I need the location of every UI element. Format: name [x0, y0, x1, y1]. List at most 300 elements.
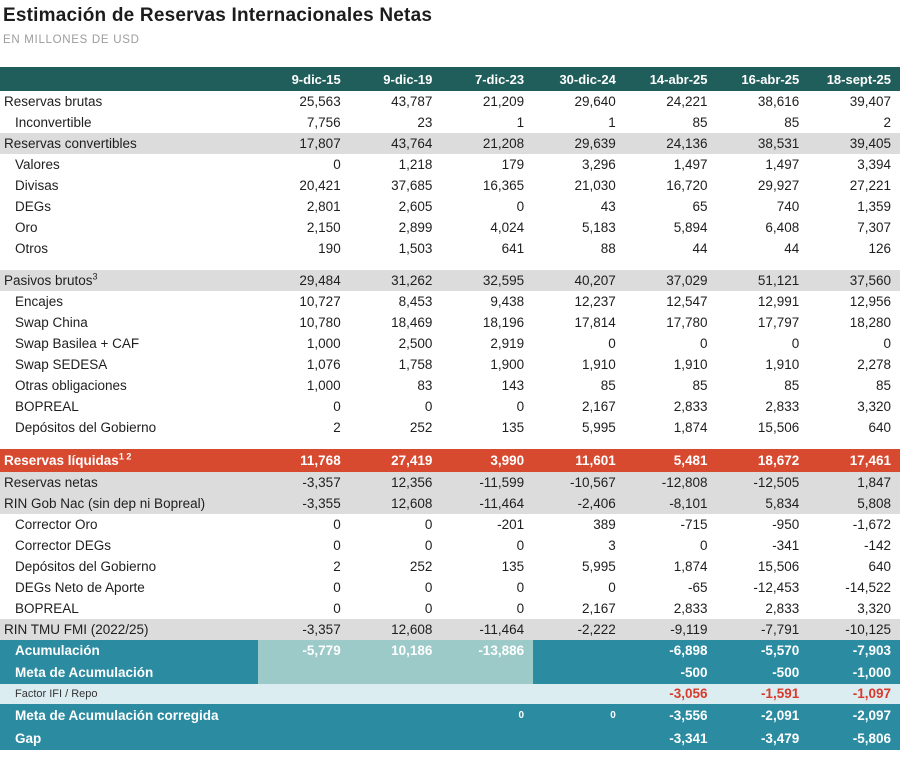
cell-value: 12,991 [757, 294, 800, 309]
cell-value [441, 728, 533, 750]
cell-value: 43,764 [350, 133, 442, 154]
table-row [0, 312, 900, 333]
cell-value: 0 [424, 517, 433, 532]
cell-value: 1,497 [673, 157, 708, 172]
column-header-date: 9-dic-19 [350, 67, 442, 91]
cell-value [350, 704, 442, 728]
cell-value: 25,563 [299, 94, 341, 109]
cell-value: 0 [516, 601, 525, 616]
cell-value: 0 [441, 704, 533, 728]
cell-value: -950 [772, 517, 800, 532]
cell-value: -1,000 [808, 662, 900, 684]
cell-value: 27,221 [849, 178, 891, 193]
reserves-table [0, 67, 900, 750]
row-label-text: BOPREAL [15, 601, 79, 616]
row-label [0, 91, 258, 112]
cell-value [350, 662, 442, 684]
cell-value: -5,779 [258, 640, 350, 662]
cell-value: 0 [516, 399, 525, 414]
cell-value: 37,560 [808, 270, 900, 291]
cell-value: 2,500 [398, 336, 433, 351]
table-row [0, 354, 900, 375]
cell-value: 0 [424, 601, 433, 616]
cell-value: 7,307 [857, 220, 891, 235]
column-header-date: 9-dic-15 [258, 67, 350, 91]
cell-value: 85 [875, 378, 891, 393]
cell-value: 11,768 [258, 449, 350, 472]
cell-value: 83 [417, 378, 433, 393]
cell-value: 740 [776, 199, 800, 214]
cell-value: -5,570 [717, 640, 809, 662]
table-row [0, 91, 900, 112]
cell-value: 24,136 [625, 133, 717, 154]
cell-value: 16,365 [482, 178, 525, 193]
cell-value: 2,605 [398, 199, 433, 214]
row-label-text: Swap China [15, 315, 88, 330]
cell-value: 2,899 [398, 220, 433, 235]
cell-value: -3,357 [258, 472, 350, 493]
cell-value: 389 [593, 517, 616, 532]
cell-value: -7,791 [717, 619, 809, 640]
row-label [0, 493, 258, 514]
row-label [0, 577, 258, 598]
cell-value: 0 [700, 336, 708, 351]
row-label [0, 375, 258, 396]
cell-value: 0 [533, 704, 625, 728]
cell-value: 0 [424, 580, 433, 595]
cell-value: 0 [424, 399, 433, 414]
row-label [0, 175, 258, 196]
cell-value: 15,506 [757, 420, 800, 435]
table-row [0, 684, 900, 704]
table-row [0, 472, 900, 493]
table-row [0, 154, 900, 175]
cell-value: 21,208 [441, 133, 533, 154]
row-label [0, 133, 258, 154]
cell-value: 2,278 [857, 357, 891, 372]
cell-value: 0 [608, 336, 616, 351]
cell-value: 29,640 [574, 94, 616, 109]
cell-value: -10,125 [808, 619, 900, 640]
cell-value [350, 684, 442, 704]
column-header-date: 18-sept-25 [808, 67, 900, 91]
row-label-text: BOPREAL [15, 399, 79, 414]
cell-value: 10,727 [299, 294, 341, 309]
cell-value: -6,898 [625, 640, 717, 662]
cell-value [533, 662, 625, 684]
cell-value [350, 728, 442, 750]
cell-value: 85 [692, 115, 708, 130]
row-label [0, 535, 258, 556]
row-label-superscript: 3 [92, 271, 98, 282]
cell-value: 29,484 [258, 270, 350, 291]
table-row [0, 449, 900, 472]
cell-value: 15,506 [757, 559, 800, 574]
cell-value: 29,927 [757, 178, 800, 193]
cell-value: -3,355 [258, 493, 350, 514]
cell-value: 1 [608, 115, 616, 130]
cell-value: 179 [501, 157, 525, 172]
cell-value: -11,464 [441, 493, 533, 514]
cell-value [258, 728, 350, 750]
page-subtitle: EN MILLONES DE USD [3, 34, 140, 46]
cell-value: 1,910 [765, 357, 800, 372]
cell-value: -3,357 [258, 619, 350, 640]
row-label [0, 728, 258, 750]
cell-value: 0 [700, 538, 708, 553]
cell-value: 0 [424, 538, 433, 553]
cell-value: -12,505 [717, 472, 809, 493]
row-label [0, 154, 258, 175]
cell-value [441, 662, 533, 684]
cell-value: 12,237 [574, 294, 616, 309]
cell-value: -3,341 [625, 728, 717, 750]
row-label [0, 291, 258, 312]
cell-value: 16,720 [666, 178, 708, 193]
row-label [0, 449, 258, 472]
table-row [0, 514, 900, 535]
table-row [0, 175, 900, 196]
cell-value: 17,780 [666, 315, 708, 330]
cell-value: -1,591 [717, 684, 809, 704]
cell-value: 3,990 [441, 449, 533, 472]
cell-value: 0 [333, 399, 341, 414]
cell-value [258, 662, 350, 684]
cell-value: 2,833 [673, 601, 708, 616]
cell-value: 0 [516, 580, 525, 595]
cell-value: 65 [692, 199, 708, 214]
table-row [0, 577, 900, 598]
row-label [0, 514, 258, 535]
cell-value: 18,196 [482, 315, 525, 330]
table-row [0, 333, 900, 354]
table-row [0, 662, 900, 684]
cell-value: 8,453 [398, 294, 433, 309]
row-label [0, 417, 258, 438]
cell-value: 21,030 [574, 178, 616, 193]
cell-value: 3,296 [582, 157, 616, 172]
cell-value: 2,833 [673, 399, 708, 414]
cell-value: 18,469 [391, 315, 433, 330]
cell-value: -2,097 [808, 704, 900, 728]
cell-value: 2,150 [306, 220, 341, 235]
cell-value: 43 [600, 199, 616, 214]
cell-value: 252 [409, 420, 433, 435]
cell-value: -201 [497, 517, 525, 532]
cell-value: 252 [409, 559, 433, 574]
row-label [0, 619, 258, 640]
row-label [0, 112, 258, 133]
cell-value: -11,464 [441, 619, 533, 640]
table-row [0, 238, 900, 259]
table-body [0, 91, 900, 750]
row-label-text: Meta de Acumulación corregida [15, 708, 219, 723]
cell-value: 1,076 [306, 357, 341, 372]
row-label-text: Encajes [15, 294, 64, 309]
cell-value: -715 [680, 517, 708, 532]
cell-value: 12,956 [849, 294, 891, 309]
cell-value: -7,903 [808, 640, 900, 662]
row-label-text: Factor IFI / Repo [15, 688, 98, 700]
cell-value: -11,599 [441, 472, 533, 493]
row-label-text: Reservas brutas [4, 94, 103, 109]
row-label-text: Gap [15, 731, 42, 746]
cell-value: -14,522 [845, 580, 891, 595]
cell-value: 85 [692, 378, 708, 393]
row-label [0, 238, 258, 259]
cell-value: 1,497 [765, 157, 800, 172]
row-label-text: RIN Gob Nac (sin dep ni Bopreal) [4, 496, 206, 511]
cell-value [441, 684, 533, 704]
column-header-empty [0, 67, 258, 91]
row-label-superscript: 1 2 [118, 451, 132, 462]
section-spacer [0, 259, 900, 270]
cell-value: 0 [333, 157, 341, 172]
table-row [0, 270, 900, 291]
row-label-text: Pasivos brutos [4, 273, 93, 288]
cell-value [533, 728, 625, 750]
cell-value: 24,221 [666, 94, 708, 109]
cell-value: 0 [333, 601, 341, 616]
table-row [0, 417, 900, 438]
cell-value: 32,595 [441, 270, 533, 291]
cell-value: 39,405 [808, 133, 900, 154]
cell-value: 126 [868, 241, 891, 256]
column-header-date: 30-dic-24 [533, 67, 625, 91]
cell-value: 10,780 [299, 315, 341, 330]
cell-value: -341 [772, 538, 800, 553]
cell-value: 23 [417, 115, 433, 130]
cell-value: 4,024 [490, 220, 525, 235]
cell-value: 17,814 [574, 315, 616, 330]
row-label-text: Reservas netas [4, 475, 98, 490]
cell-value: 1,910 [582, 357, 616, 372]
table-row [0, 619, 900, 640]
row-label-text: Otras obligaciones [15, 378, 127, 393]
cell-value: 7,756 [306, 115, 341, 130]
cell-value: -9,119 [625, 619, 717, 640]
cell-value: 11,601 [533, 449, 625, 472]
cell-value: 1,910 [673, 357, 708, 372]
cell-value: 12,608 [350, 493, 442, 514]
cell-value: -1,097 [808, 684, 900, 704]
cell-value: -2,222 [533, 619, 625, 640]
cell-value: -3,056 [625, 684, 717, 704]
cell-value: 0 [883, 336, 891, 351]
cell-value: -142 [863, 538, 891, 553]
cell-value: 2,167 [582, 601, 616, 616]
cell-value: -8,101 [625, 493, 717, 514]
cell-value: 1,900 [490, 357, 525, 372]
row-label [0, 217, 258, 238]
cell-value: 3,394 [857, 157, 891, 172]
cell-value: 2,833 [765, 601, 800, 616]
table-row [0, 375, 900, 396]
table-row [0, 259, 900, 270]
cell-value: 2 [333, 420, 341, 435]
cell-value: 38,531 [717, 133, 809, 154]
row-label-text: Corrector DEGs [15, 538, 112, 553]
cell-value: 51,121 [717, 270, 809, 291]
table-row [0, 640, 900, 662]
cell-value: 17,797 [757, 315, 800, 330]
cell-value: 0 [333, 538, 341, 553]
row-label [0, 662, 258, 684]
cell-value: -500 [625, 662, 717, 684]
cell-value: 1 [516, 115, 525, 130]
table-row [0, 493, 900, 514]
cell-value: 3,320 [857, 601, 891, 616]
table-row [0, 217, 900, 238]
row-label-text: Otros [15, 241, 49, 256]
cell-value [533, 640, 625, 662]
column-header-date: 16-abr-25 [717, 67, 809, 91]
cell-value: 640 [868, 559, 891, 574]
column-header-date: 7-dic-23 [441, 67, 533, 91]
table-row [0, 438, 900, 449]
row-label [0, 704, 258, 728]
row-label [0, 472, 258, 493]
cell-value: 5,995 [582, 559, 616, 574]
cell-value: 1,218 [398, 157, 433, 172]
row-label-text: Divisas [15, 178, 59, 193]
table-row [0, 728, 900, 750]
cell-value: 39,407 [849, 94, 891, 109]
page-title: Estimación de Reservas Internacionales Netas [3, 5, 433, 26]
cell-value: -500 [717, 662, 809, 684]
cell-value: 3,320 [857, 399, 891, 414]
cell-value: 0 [608, 580, 616, 595]
cell-value: 641 [501, 241, 525, 256]
cell-value: 44 [692, 241, 708, 256]
cell-value: 29,639 [533, 133, 625, 154]
row-label [0, 312, 258, 333]
cell-value: -5,806 [808, 728, 900, 750]
table-row [0, 112, 900, 133]
row-label [0, 556, 258, 577]
cell-value: 2 [883, 115, 891, 130]
row-label [0, 684, 258, 704]
cell-value: -1,672 [852, 517, 891, 532]
row-label [0, 333, 258, 354]
cell-value: 21,209 [482, 94, 525, 109]
cell-value: 38,616 [757, 94, 800, 109]
cell-value: 135 [501, 559, 525, 574]
table-row [0, 556, 900, 577]
row-label-text: Oro [15, 220, 38, 235]
table-row [0, 196, 900, 217]
table-row [0, 535, 900, 556]
cell-value: 1,503 [398, 241, 433, 256]
cell-value: 135 [501, 420, 525, 435]
row-label-text: Inconvertible [15, 115, 92, 130]
cell-value: 0 [516, 538, 525, 553]
section-spacer [0, 438, 900, 449]
cell-value: 1,847 [808, 472, 900, 493]
cell-value: 0 [333, 580, 341, 595]
cell-value: 2,801 [306, 199, 341, 214]
table-row [0, 598, 900, 619]
row-label [0, 640, 258, 662]
cell-value: 27,419 [350, 449, 442, 472]
row-label-text: Meta de Acumulación [15, 665, 154, 680]
page-header [0, 0, 900, 46]
table-header [0, 67, 900, 91]
cell-value: 640 [868, 420, 891, 435]
cell-value: 0 [333, 517, 341, 532]
cell-value: 37,685 [391, 178, 433, 193]
cell-value: 2,167 [582, 399, 616, 414]
cell-value: 1,874 [673, 559, 708, 574]
cell-value: 18,672 [717, 449, 809, 472]
cell-value: 2,833 [765, 399, 800, 414]
cell-value: 5,183 [582, 220, 616, 235]
column-header-date: 14-abr-25 [625, 67, 717, 91]
cell-value: 31,262 [350, 270, 442, 291]
cell-value: -65 [688, 580, 708, 595]
row-label [0, 396, 258, 417]
cell-value: 85 [784, 378, 800, 393]
row-label-text: DEGs [15, 199, 52, 214]
cell-value: 1,874 [673, 420, 708, 435]
cell-value: -13,886 [441, 640, 533, 662]
cell-value: 85 [600, 378, 616, 393]
cell-value: 20,421 [299, 178, 341, 193]
cell-value: 1,359 [857, 199, 891, 214]
row-label-text: Depósitos del Gobierno [15, 420, 157, 435]
cell-value: 2 [333, 559, 341, 574]
row-label-text: Swap Basilea + CAF [15, 336, 140, 351]
table-row [0, 133, 900, 154]
cell-value: 1,000 [306, 336, 341, 351]
cell-value: 5,808 [808, 493, 900, 514]
row-label-text: Swap SEDESA [15, 357, 108, 372]
cell-value [258, 684, 350, 704]
cell-value: 12,547 [666, 294, 708, 309]
table-row [0, 291, 900, 312]
cell-value: 18,280 [849, 315, 891, 330]
cell-value: -3,556 [625, 704, 717, 728]
row-label-text: DEGs Neto de Aporte [15, 580, 145, 595]
cell-value: 2,919 [490, 336, 525, 351]
cell-value: 143 [501, 378, 525, 393]
cell-value: 5,834 [717, 493, 809, 514]
cell-value: 1,000 [306, 378, 341, 393]
cell-value: 9,438 [490, 294, 525, 309]
table-header-row [0, 67, 900, 91]
table-row [0, 396, 900, 417]
row-label [0, 270, 258, 291]
cell-value: 5,995 [582, 420, 616, 435]
cell-value: 17,807 [258, 133, 350, 154]
cell-value: 1,758 [398, 357, 433, 372]
cell-value: 44 [784, 241, 800, 256]
cell-value: -10,567 [533, 472, 625, 493]
row-label-text: Valores [15, 157, 60, 172]
cell-value: 0 [516, 199, 525, 214]
cell-value: 190 [318, 241, 341, 256]
row-label-text: RIN TMU FMI (2022/25) [4, 622, 149, 637]
row-label [0, 598, 258, 619]
cell-value: 5,481 [625, 449, 717, 472]
table-row [0, 704, 900, 728]
cell-value: 37,029 [625, 270, 717, 291]
cell-value: 6,408 [765, 220, 800, 235]
cell-value: 12,608 [350, 619, 442, 640]
cell-value: 3 [608, 538, 616, 553]
cell-value: -3,479 [717, 728, 809, 750]
cell-value: 40,207 [533, 270, 625, 291]
